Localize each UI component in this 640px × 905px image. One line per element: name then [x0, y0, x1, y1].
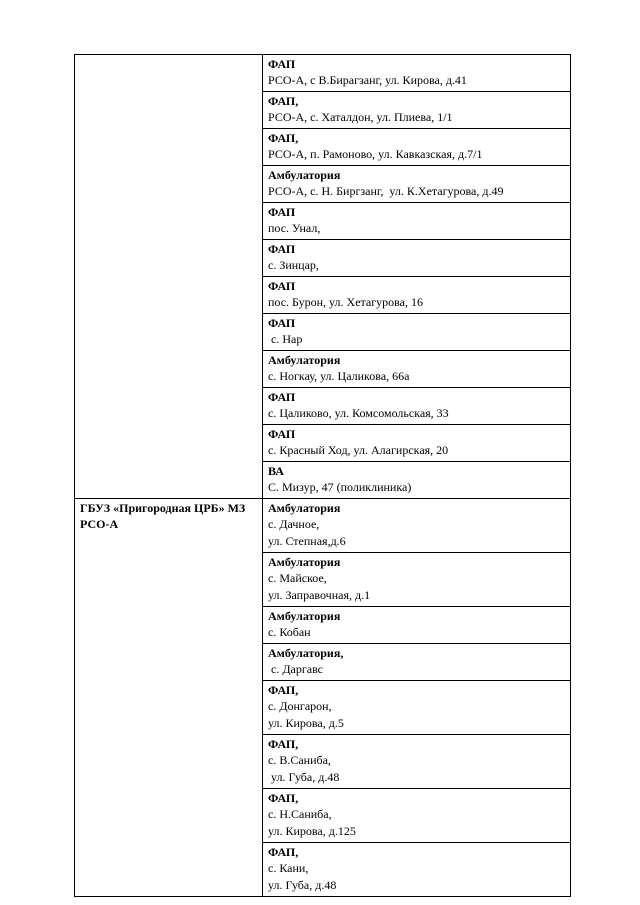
- facility-entry: [263, 128, 570, 165]
- facility-type: ВА: [268, 464, 284, 478]
- facility-address-line: РСО-А, с В.Бирагзанг, ул. Кирова, д.41: [268, 73, 467, 87]
- facility-address-line: ул. Заправочная, д.1: [268, 588, 371, 602]
- facility-type: ФАП: [268, 279, 296, 293]
- facility-entry: [263, 387, 570, 424]
- facility-type: ФАП,: [268, 94, 299, 108]
- facility-entry: [263, 350, 570, 387]
- table-row: [75, 499, 571, 897]
- facility-address-line: с. Цаликово, ул. Комсомольская, 33: [268, 406, 449, 420]
- facility-address-line: РСО-А, с. Хаталдон, ул. Плиева, 1/1: [268, 110, 453, 124]
- organization-cell: [75, 499, 263, 897]
- organization-name: ГБУЗ «Пригородная ЦРБ» МЗ РСО-А: [80, 501, 246, 531]
- facility-address-line: с. Дачное,: [268, 517, 320, 531]
- facility-address-line: с. Н.Саниба,: [268, 807, 332, 821]
- facility-address-line: ул. Степная,д.6: [268, 534, 346, 548]
- facility-type: ФАП,: [268, 131, 299, 145]
- facility-entry: [263, 680, 570, 734]
- facility-address-line: с. Ногкау, ул. Цаликова, 66а: [268, 369, 410, 383]
- facility-type: ФАП: [268, 316, 296, 330]
- facility-entry: [263, 276, 570, 313]
- facilities-cell: [263, 55, 571, 499]
- facility-address-line: РСО-А, с. Н. Биргзанг, ул. К.Хетагурова, д.49: [268, 184, 504, 198]
- facility-entry: [263, 239, 570, 276]
- facility-address-line: ул. Кирова, д.125: [268, 824, 356, 838]
- facility-entry: [263, 55, 570, 91]
- facilities-table-body: [75, 55, 571, 897]
- facility-type: Амбулатория: [268, 353, 341, 367]
- facility-entry: [263, 499, 570, 552]
- facility-address-line: с. В.Саниба,: [268, 753, 331, 767]
- facility-address-line: с. Нар: [268, 332, 303, 346]
- facility-type: ФАП,: [268, 845, 299, 859]
- facility-entry: [263, 734, 570, 788]
- organization-cell: [75, 55, 263, 499]
- facility-type: ФАП,: [268, 737, 299, 751]
- facility-entry: [263, 643, 570, 680]
- facility-address-line: с. Кани,: [268, 861, 309, 875]
- facility-entry: [263, 461, 570, 498]
- facility-entry: [263, 606, 570, 643]
- facility-entry: [263, 552, 570, 606]
- facility-type: ФАП,: [268, 683, 299, 697]
- facility-address-line: ул. Губа, д.48: [268, 770, 340, 784]
- facility-entry: [263, 91, 570, 128]
- facility-address-line: ул. Кирова, д.5: [268, 716, 344, 730]
- facility-address-line: с. Донгарон,: [268, 699, 332, 713]
- facility-entry: [263, 842, 570, 896]
- facility-type: ФАП: [268, 57, 296, 71]
- facility-address-line: с. Красный Ход, ул. Алагирская, 20: [268, 443, 449, 457]
- facility-type: Амбулатория: [268, 168, 341, 182]
- facility-type: ФАП: [268, 390, 296, 404]
- facility-type: ФАП,: [268, 791, 299, 805]
- facility-type: Амбулатория: [268, 609, 341, 623]
- facility-entry: [263, 424, 570, 461]
- facility-address-line: с. Кобан: [268, 625, 311, 639]
- facilities-cell: [263, 499, 571, 897]
- facility-address-line: ул. Губа, д.48: [268, 878, 337, 892]
- facility-type: Амбулатория: [268, 555, 341, 569]
- facility-entry: [263, 788, 570, 842]
- facility-entry: [263, 313, 570, 350]
- facility-address-line: с. Майское,: [268, 571, 327, 585]
- facility-type: ФАП: [268, 205, 296, 219]
- table-row: [75, 55, 571, 499]
- facility-entry: [263, 202, 570, 239]
- facility-type: ФАП: [268, 242, 296, 256]
- facility-type: Амбулатория,: [268, 646, 344, 660]
- facility-address-line: пос. Унал,: [268, 221, 321, 235]
- facilities-table: [74, 54, 571, 897]
- facility-address-line: С. Мизур, 47 (поликлиника): [268, 480, 412, 494]
- facility-address-line: с. Даргавс: [268, 662, 324, 676]
- facility-type: ФАП: [268, 427, 296, 441]
- facility-address-line: пос. Бурон, ул. Хетагурова, 16: [268, 295, 423, 309]
- facility-type: Амбулатория: [268, 501, 341, 515]
- facility-address-line: с. Зинцар,: [268, 258, 319, 272]
- facility-address-line: РСО-А, п. Рамоново, ул. Кавказская, д.7/1: [268, 147, 483, 161]
- facility-entry: [263, 165, 570, 202]
